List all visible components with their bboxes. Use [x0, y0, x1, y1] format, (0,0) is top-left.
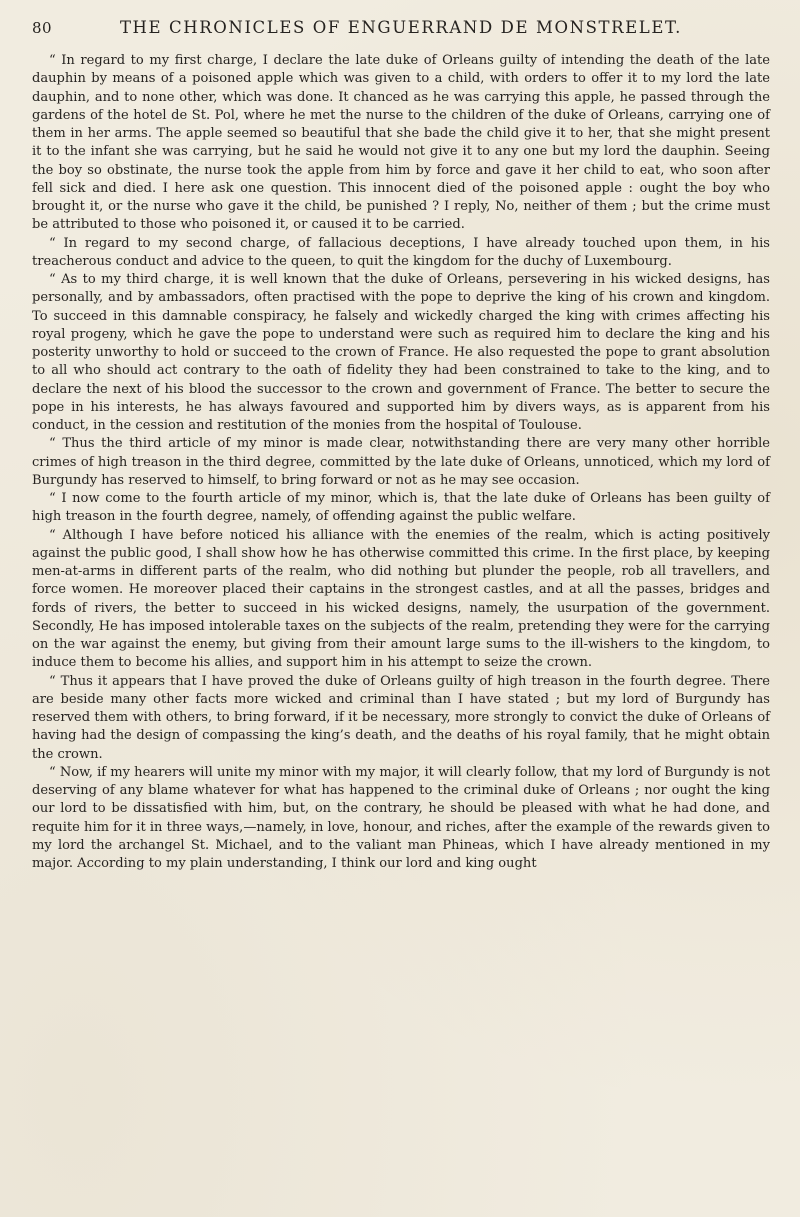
paragraph: “ In regard to my first charge, I declare the late duke of Orleans guilty of intending the death of the late dauphin by means of a poisoned apple which was given to a child, with orders to offer it to my lord the late dauphin, and to none other, which was done. It chanced as he was carrying this apple, he passed through the gardens of the hotel de St. Pol, where he met the nurse to the children of the duke of Orleans, carrying one of them in her arms. The apple seemed so beautiful that she bade the child give it to her, that she might present it to the infant she was carrying, but he said he would not give it to any one but my lord the dauphin. Seeing the boy so obstinate, the nurse took the apple from him by force and gave it her child to eat, who soon after fell sick and died. I here ask one question. This innocent died of the poisoned apple : ought the boy who brought it, or the nurse who gave it the child, be punished ? I reply, No, neither of them ; but the crime must be attributed to those who poisoned it, or caused it to be carried. — [32, 53, 770, 233]
running-title: THE CHRONICLES OF ENGUERRAND DE MONSTRELET. — [119, 18, 683, 37]
paragraph: “ I now come to the fourth article of my minor, which is, that the late duke of Orleans has been guilty of high treason in the fourth degree, namely, of offending against the public welfare. — [32, 491, 770, 525]
body-text — [32, 52, 770, 873]
paragraph: “ Although I have before noticed his alliance with the enemies of the realm, which is acting positively against the public good, I shall show how he has otherwise committed this crime. In the first place, by keeping men-at-arms in different parts of the realm, who did nothing but plunder the people, rob all travellers, and force women. He moreover placed their captains in the strongest castles, and at all the passes, bridges and fords of rivers, the better to succeed in his wicked designs, namely, the usurpation of the government. Secondly, He has imposed intolerable taxes on the subjects of the realm, pretending they were for the carrying on the war against the enemy, but giving from their amount large sums to the ill-wishers to the kingdom, to induce them to become his allies, and support him in his attempt to seize the crown. — [32, 527, 770, 671]
paragraph: “ Thus the third article of my minor is made clear, notwithstanding there are very many other horrible crimes of high treason in the third degree, committed by the late duke of Orleans, unnoticed, which my lord of Burgundy has reserved to himself, to bring forward or not as he may see occasion. — [32, 436, 770, 488]
paragraph: “ Thus it appears that I have proved the duke of Orleans guilty of high treason in the fourth degree. There are beside many other facts more wicked and criminal than I have stated ; but my lord of Burgundy has reserved them with others, to bring forward, if it be necessary, more strongly to convict the duke of Orleans of having had the design of compassing the king’s death, and the deaths of his royal family, that he might obtain the crown. — [32, 673, 770, 762]
paragraph: “ In regard to my second charge, of fallacious deceptions, I have already touched upon them, in his treacherous conduct and advice to the queen, to quit the kingdom for the duchy of Luxembourg. — [32, 235, 770, 269]
paragraph: “ Now, if my hearers will unite my minor with my major, it will clearly follow, that my lord of Burgundy is not deserving of any blame whatever for what has happened to the criminal duke of Orleans ; nor ought the king our lord to be dissatisfied with him, but, on the contrary, he should be pleased with what he had done, and requite him for it in three ways,—namely, in love, honour, and riches, after the example of the rewards given to my lord the archangel St. Michael, and to the valiant man Phineas, which I have already mentioned in my major. According to my plain understanding, I think our lord and king ought — [32, 764, 770, 871]
running-head — [32, 18, 770, 48]
page-number: 80 — [32, 19, 53, 37]
paragraph: “ As to my third charge, it is well known that the duke of Orleans, persevering in his wicked designs, has personally, and by ambassadors, often practised with the pope to deprive the king of his crown and kingdom. To succeed in this damnable conspiracy, he falsely and wickedly charged the king with crimes affecting his royal progeny, which he gave the pope to understand were such as required him to declare the king and his posterity unworthy to hold or succeed to the crown of France. He also requested the pope to grant absolution to all who should act contrary to the oath of fidelity they had been constrained to take to the king, and to declare the next of his blood the successor to the crown and government of France. The better to secure the pope in his interests, he has always favoured and supported him by divers ways, as is apparent from his conduct, in the cession and restitution of the monies from the hospital of Toulouse. — [32, 272, 770, 433]
